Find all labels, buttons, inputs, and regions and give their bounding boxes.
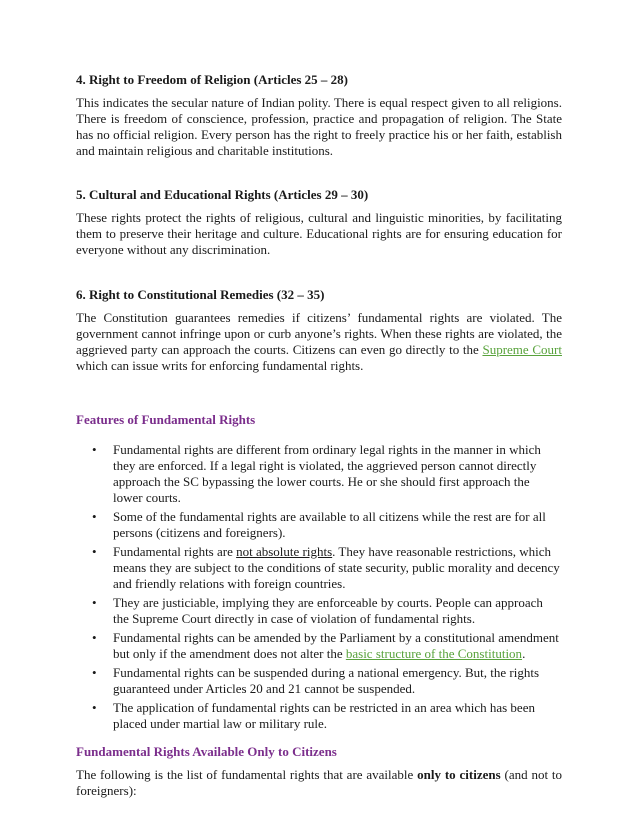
list-item-text: Fundamental rights can be amended by the Parliament by a constitutional amendment but only if the amendment does not alter the — [113, 630, 559, 661]
document-page — [76, 68, 562, 799]
body-text: which can issue writs for enforcing fundamental rights. — [76, 358, 364, 373]
section-heading: 5. Cultural and Educational Rights (Articles 29 – 30) — [76, 187, 369, 202]
list-item — [76, 544, 562, 592]
body-text: The Constitution guarantees remedies if citizens’ fundamental rights are violated. The government cannot infringe upon or curb anyone’s rights. When these rights are violated, the aggrieved party can approach the courts. Citizens can even go directly to the — [76, 310, 562, 357]
list-item — [76, 509, 562, 541]
basic-structure-link[interactable]: basic structure of the Constitution — [345, 646, 523, 661]
section-cultural-educational-rights — [76, 187, 562, 258]
section-heading: 4. Right to Freedom of Religion (Articles 25 – 28) — [76, 72, 348, 87]
body-text: (and not to foreigners): — [76, 767, 563, 798]
list-item-text: . — [522, 646, 526, 661]
section-body: This indicates the secular nature of Indian polity. There is equal respect given to all religions. There is freedom of conscience, profession, practice and propagation of religion. The State has no official religion. Every person has the right to freely practice his or her faith, establish and maintain religious and charitable institutions. — [76, 95, 562, 158]
list-item — [76, 630, 562, 662]
bullet-icon: • — [92, 665, 97, 680]
underlined-text: not absolute rights — [236, 544, 333, 559]
supreme-court-link[interactable]: Supreme Court — [482, 342, 562, 357]
bullet-icon: • — [92, 442, 97, 457]
list-item-text: The application of fundamental rights can be restricted in an area which has been placed under martial law or military rule. — [113, 700, 535, 731]
list-item-text: Fundamental rights are different from ordinary legal rights in the manner in which they are enforced. If a legal right is violated, the aggrieved person cannot directly approach the SC bypassing the lower courts. He or she should first approach the lower courts. — [113, 442, 541, 505]
features-list — [76, 442, 562, 732]
section-constitutional-remedies — [76, 287, 562, 374]
list-item-text: They are justiciable, implying they are enforceable by courts. People can approach the Supreme Court directly in case of violation of fundamental rights. — [113, 595, 543, 626]
features-heading: Features of Fundamental Rights — [76, 412, 256, 427]
bullet-icon: • — [92, 700, 97, 715]
bullet-icon: • — [92, 544, 97, 559]
body-text: The following is the list of fundamental rights that are available — [76, 767, 418, 782]
list-item-text: Fundamental rights are — [113, 544, 237, 559]
section-heading: 6. Right to Constitutional Remedies (32 – 35) — [76, 287, 325, 302]
list-item — [76, 595, 562, 627]
section-freedom-of-religion — [76, 72, 562, 159]
list-item — [76, 700, 562, 732]
bullet-icon: • — [92, 509, 97, 524]
list-item — [76, 665, 562, 697]
list-item — [76, 442, 562, 506]
list-item-text: Some of the fundamental rights are available to all citizens while the rest are for all persons (citizens and foreigners). — [113, 509, 546, 540]
section-body — [76, 767, 562, 799]
list-item-text: Fundamental rights can be suspended during a national emergency. But, the rights guaranteed under Articles 20 and 21 cannot be suspended. — [113, 665, 540, 696]
list-item-text: . They have reasonable restrictions, which means they are subject to the conditions of state security, public morality and decency and friendly relations with foreign countries. — [113, 544, 560, 591]
section-body — [76, 310, 562, 374]
section-features — [76, 412, 562, 732]
citizens-heading: Fundamental Rights Available Only to Citizens — [76, 744, 337, 759]
section-body: These rights protect the rights of religious, cultural and linguistic minorities, by facilitating them to preserve their heritage and culture. Educational rights are for ensuring education for everyone without any discrimination. — [76, 210, 562, 257]
bullet-icon: • — [92, 595, 97, 610]
bold-text: only to citizens — [417, 767, 501, 782]
bullet-icon: • — [92, 630, 97, 645]
section-rights-for-citizens — [76, 744, 562, 799]
